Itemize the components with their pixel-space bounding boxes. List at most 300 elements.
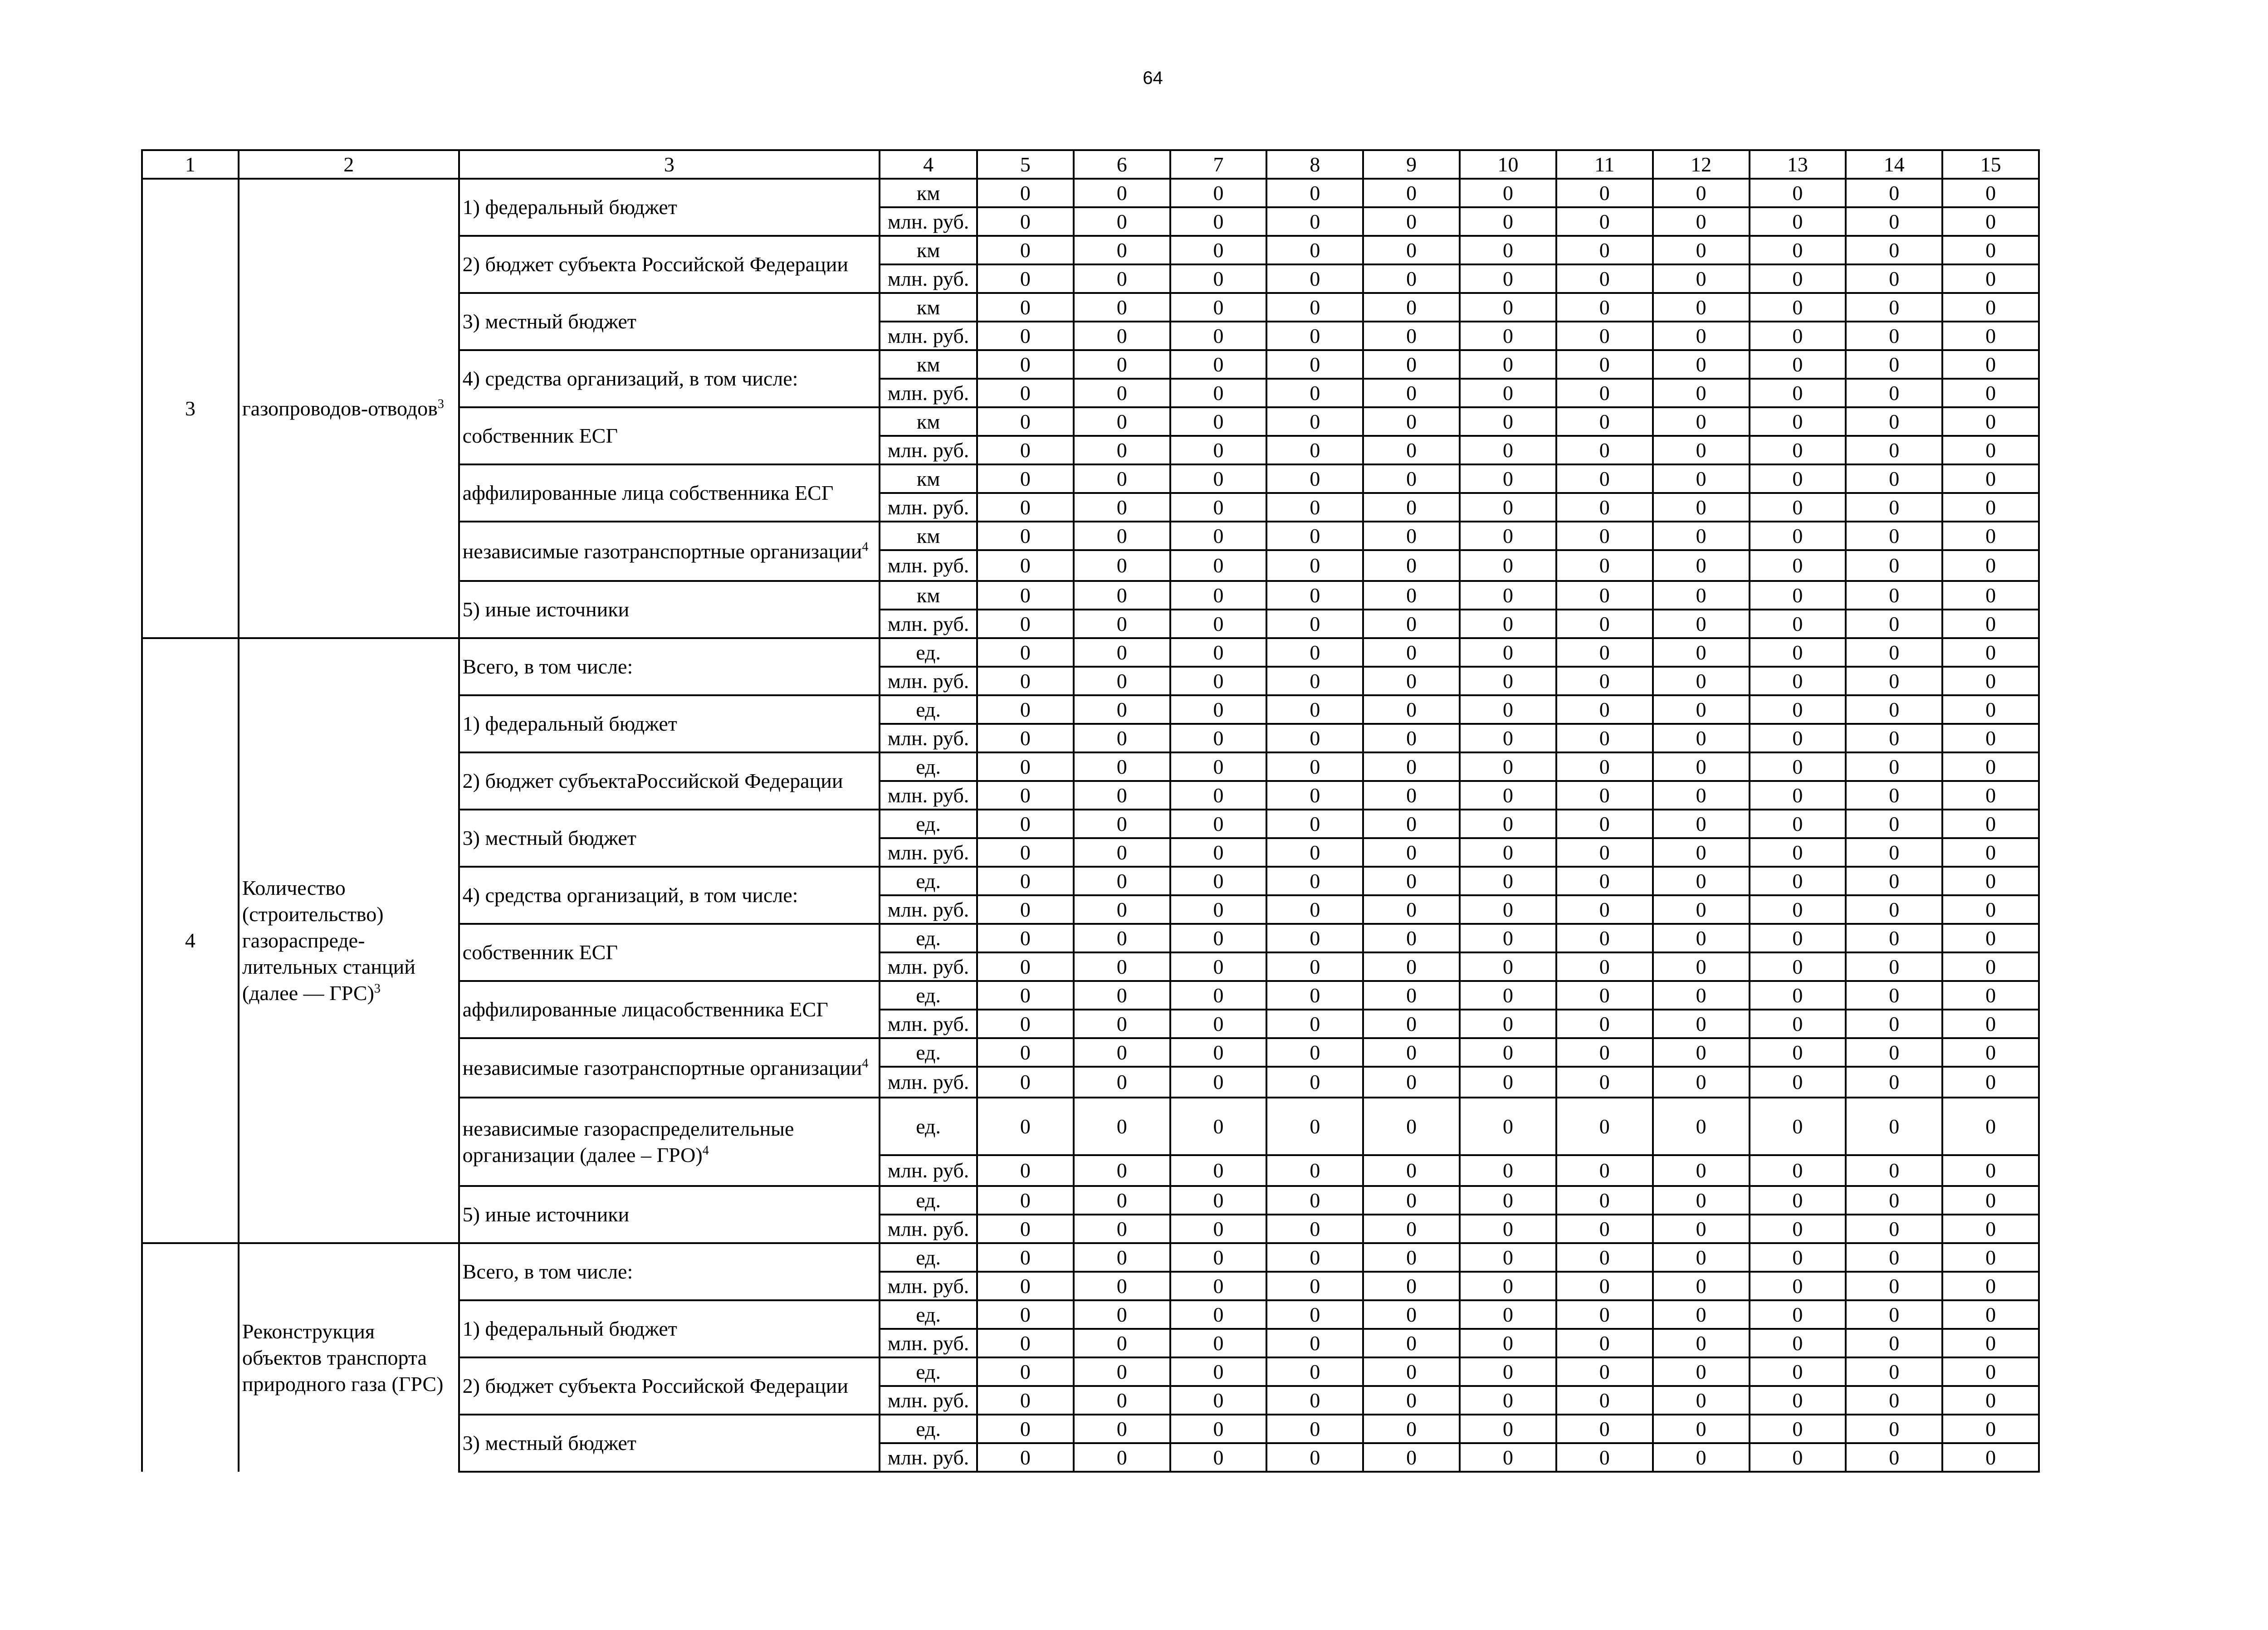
value-cell: 0 [1556, 1098, 1653, 1155]
value-cell: 0 [1653, 867, 1750, 895]
value-cell: 0 [1266, 1443, 1363, 1472]
value-cell: 0 [1363, 895, 1460, 924]
column-header-3: 3 [459, 150, 880, 179]
value-cell: 0 [977, 638, 1074, 667]
value-cell: 0 [1363, 638, 1460, 667]
value-cell: 0 [1942, 838, 2039, 867]
value-cell: 0 [1942, 1357, 2039, 1386]
value-cell: 0 [1846, 1186, 1942, 1215]
value-cell: 0 [1266, 1272, 1363, 1300]
value-cell: 0 [1556, 810, 1653, 838]
value-cell: 0 [1846, 867, 1942, 895]
value-cell: 0 [1170, 1010, 1267, 1038]
value-cell: 0 [1074, 1386, 1170, 1415]
table-row [142, 638, 2039, 667]
value-cell: 0 [1170, 610, 1267, 638]
value-cell: 0 [1942, 207, 2039, 236]
funding-source: независимые газораспределительные организации (далее – ГРО)$^4$ [459, 1098, 880, 1186]
value-cell: 0 [1363, 610, 1460, 638]
value-cell: 0 [1170, 464, 1267, 493]
value-cell: 0 [1942, 610, 2039, 638]
unit-cell: млн. руб. [880, 1329, 977, 1357]
value-cell: 0 [1170, 379, 1267, 407]
unit-cell: млн. руб. [880, 264, 977, 293]
value-cell: 0 [1170, 1443, 1267, 1472]
value-cell: 0 [1750, 436, 1846, 464]
value-cell: 0 [1170, 407, 1267, 436]
value-cell: 0 [1460, 1186, 1556, 1215]
unit-cell: млн. руб. [880, 724, 977, 752]
value-cell: 0 [1556, 781, 1653, 810]
value-cell: 0 [1846, 522, 1942, 550]
value-cell: 0 [1170, 522, 1267, 550]
value-cell: 0 [1363, 1186, 1460, 1215]
value-cell: 0 [1460, 1215, 1556, 1243]
section-number [142, 1243, 239, 1472]
value-cell: 0 [1363, 1243, 1460, 1272]
value-cell: 0 [1750, 1272, 1846, 1300]
value-cell: 0 [1750, 895, 1846, 924]
value-cell: 0 [1460, 981, 1556, 1010]
value-cell: 0 [1266, 493, 1363, 522]
value-cell: 0 [1653, 781, 1750, 810]
value-cell: 0 [1750, 610, 1846, 638]
value-cell: 0 [1942, 867, 2039, 895]
source-footnote-mark: 4 [702, 1143, 709, 1158]
value-cell: 0 [1460, 322, 1556, 350]
value-cell: 0 [1556, 724, 1653, 752]
value-cell: 0 [977, 293, 1074, 322]
column-header-6: 6 [1074, 150, 1170, 179]
funding-source: аффилированные лица собственника ЕСГ [459, 464, 880, 522]
value-cell: 0 [1363, 952, 1460, 981]
value-cell: 0 [1942, 667, 2039, 695]
value-cell: 0 [1460, 924, 1556, 952]
value-cell: 0 [1170, 1272, 1267, 1300]
value-cell: 0 [1750, 1010, 1846, 1038]
unit-cell: ед. [880, 695, 977, 724]
value-cell: 0 [1750, 724, 1846, 752]
value-cell: 0 [1460, 522, 1556, 550]
value-cell: 0 [1556, 895, 1653, 924]
value-cell: 0 [1750, 1415, 1846, 1443]
funding-source: собственник ЕСГ [459, 407, 880, 464]
funding-source: Всего, в том числе: [459, 638, 880, 695]
value-cell: 0 [977, 322, 1074, 350]
value-cell: 0 [977, 522, 1074, 550]
value-cell: 0 [1460, 695, 1556, 724]
value-cell: 0 [1846, 1443, 1942, 1472]
value-cell: 0 [1074, 436, 1170, 464]
section-name: газопроводов-отводов$^3$ [239, 179, 459, 638]
value-cell: 0 [1653, 1038, 1750, 1067]
value-cell: 0 [1556, 981, 1653, 1010]
value-cell: 0 [1170, 493, 1267, 522]
value-cell: 0 [977, 924, 1074, 952]
value-cell: 0 [1653, 638, 1750, 667]
value-cell: 0 [1750, 322, 1846, 350]
value-cell: 0 [1170, 1038, 1267, 1067]
value-cell: 0 [977, 1272, 1074, 1300]
funding-source: собственник ЕСГ [459, 924, 880, 981]
funding-source: 3) местный бюджет [459, 810, 880, 867]
value-cell: 0 [1556, 322, 1653, 350]
unit-cell: ед. [880, 1300, 977, 1329]
value-cell: 0 [1074, 464, 1170, 493]
value-cell: 0 [977, 895, 1074, 924]
value-cell: 0 [1170, 1243, 1267, 1272]
value-cell: 0 [1653, 293, 1750, 322]
value-cell: 0 [1750, 407, 1846, 436]
value-cell: 0 [1942, 581, 2039, 610]
value-cell: 0 [1460, 493, 1556, 522]
funding-source: 2) бюджет субъектаРоссийской Федерации [459, 752, 880, 810]
value-cell: 0 [1074, 179, 1170, 207]
value-cell: 0 [1942, 464, 2039, 493]
value-cell: 0 [1074, 952, 1170, 981]
value-cell: 0 [1556, 1155, 1653, 1186]
unit-cell: ед. [880, 810, 977, 838]
value-cell: 0 [1846, 667, 1942, 695]
value-cell: 0 [1653, 581, 1750, 610]
value-cell: 0 [1363, 493, 1460, 522]
value-cell: 0 [1266, 236, 1363, 264]
unit-cell: ед. [880, 752, 977, 781]
value-cell: 0 [1460, 1243, 1556, 1272]
value-cell: 0 [1266, 1243, 1363, 1272]
value-cell: 0 [1460, 1443, 1556, 1472]
value-cell: 0 [1266, 207, 1363, 236]
value-cell: 0 [1846, 981, 1942, 1010]
value-cell: 0 [1556, 1186, 1653, 1215]
value-cell: 0 [1266, 724, 1363, 752]
value-cell: 0 [1653, 436, 1750, 464]
value-cell: 0 [1556, 550, 1653, 581]
column-header-14: 14 [1846, 150, 1942, 179]
value-cell: 0 [1266, 522, 1363, 550]
value-cell: 0 [1846, 436, 1942, 464]
value-cell: 0 [1846, 895, 1942, 924]
value-cell: 0 [1846, 550, 1942, 581]
value-cell: 0 [1074, 838, 1170, 867]
value-cell: 0 [1460, 724, 1556, 752]
value-cell: 0 [1170, 581, 1267, 610]
funding-source: 3) местный бюджет [459, 293, 880, 350]
value-cell: 0 [1556, 207, 1653, 236]
value-cell: 0 [1074, 810, 1170, 838]
value-cell: 0 [1363, 407, 1460, 436]
value-cell: 0 [1750, 952, 1846, 981]
value-cell: 0 [1846, 952, 1942, 981]
value-cell: 0 [1363, 550, 1460, 581]
value-cell: 0 [1074, 550, 1170, 581]
value-cell: 0 [1170, 781, 1267, 810]
unit-cell: ед. [880, 924, 977, 952]
value-cell: 0 [1170, 1186, 1267, 1215]
value-cell: 0 [1363, 1010, 1460, 1038]
value-cell: 0 [1750, 1186, 1846, 1215]
value-cell: 0 [1363, 1098, 1460, 1155]
value-cell: 0 [1846, 350, 1942, 379]
value-cell: 0 [1266, 1038, 1363, 1067]
value-cell: 0 [1942, 895, 2039, 924]
value-cell: 0 [977, 236, 1074, 264]
value-cell: 0 [1363, 1443, 1460, 1472]
value-cell: 0 [1363, 1155, 1460, 1186]
value-cell: 0 [1750, 752, 1846, 781]
value-cell: 0 [1460, 1067, 1556, 1098]
value-cell: 0 [1460, 781, 1556, 810]
value-cell: 0 [1556, 1300, 1653, 1329]
column-header-5: 5 [977, 150, 1074, 179]
unit-cell: млн. руб. [880, 1215, 977, 1243]
value-cell: 0 [1460, 407, 1556, 436]
value-cell: 0 [1460, 638, 1556, 667]
value-cell: 0 [1846, 379, 1942, 407]
value-cell: 0 [1266, 1067, 1363, 1098]
value-cell: 0 [1363, 1215, 1460, 1243]
unit-cell: ед. [880, 1186, 977, 1215]
value-cell: 0 [1170, 1357, 1267, 1386]
value-cell: 0 [1460, 236, 1556, 264]
value-cell: 0 [1653, 1098, 1750, 1155]
value-cell: 0 [1653, 810, 1750, 838]
value-cell: 0 [1460, 1357, 1556, 1386]
funding-source: 3) местный бюджет [459, 1415, 880, 1472]
value-cell: 0 [1556, 1443, 1653, 1472]
section-name: Реконструкция объектов транспорта природного газа (ГРС) [239, 1243, 459, 1472]
value-cell: 0 [1653, 1272, 1750, 1300]
value-cell: 0 [1460, 293, 1556, 322]
value-cell: 0 [1750, 550, 1846, 581]
value-cell: 0 [1846, 407, 1942, 436]
value-cell: 0 [1460, 1155, 1556, 1186]
column-header-13: 13 [1750, 150, 1846, 179]
value-cell: 0 [1460, 810, 1556, 838]
value-cell: 0 [1653, 522, 1750, 550]
value-cell: 0 [1170, 1386, 1267, 1415]
value-cell: 0 [1750, 1357, 1846, 1386]
value-cell: 0 [1363, 464, 1460, 493]
value-cell: 0 [1846, 1243, 1942, 1272]
value-cell: 0 [1846, 752, 1942, 781]
value-cell: 0 [1556, 264, 1653, 293]
value-cell: 0 [1846, 1415, 1942, 1443]
value-cell: 0 [1942, 179, 2039, 207]
value-cell: 0 [977, 581, 1074, 610]
value-cell: 0 [1942, 1443, 2039, 1472]
value-cell: 0 [1750, 1215, 1846, 1243]
value-cell: 0 [1942, 550, 2039, 581]
value-cell: 0 [1653, 407, 1750, 436]
value-cell: 0 [1266, 838, 1363, 867]
value-cell: 0 [1074, 379, 1170, 407]
value-cell: 0 [1460, 207, 1556, 236]
source-footnote-mark: 4 [862, 1056, 869, 1071]
value-cell: 0 [1846, 924, 1942, 952]
value-cell: 0 [1074, 1215, 1170, 1243]
value-cell: 0 [977, 1329, 1074, 1357]
value-cell: 0 [977, 781, 1074, 810]
unit-cell: км [880, 236, 977, 264]
value-cell: 0 [1750, 493, 1846, 522]
value-cell: 0 [1074, 1098, 1170, 1155]
value-cell: 0 [1653, 179, 1750, 207]
value-cell: 0 [1266, 379, 1363, 407]
value-cell: 0 [1460, 667, 1556, 695]
value-cell: 0 [977, 264, 1074, 293]
value-cell: 0 [1556, 407, 1653, 436]
value-cell: 0 [1363, 436, 1460, 464]
value-cell: 0 [1363, 1300, 1460, 1329]
value-cell: 0 [1653, 550, 1750, 581]
value-cell: 0 [1942, 724, 2039, 752]
value-cell: 0 [1170, 1415, 1267, 1443]
value-cell: 0 [1653, 1215, 1750, 1243]
value-cell: 0 [1750, 236, 1846, 264]
value-cell: 0 [1074, 1357, 1170, 1386]
value-cell: 0 [1750, 264, 1846, 293]
value-cell: 0 [977, 379, 1074, 407]
value-cell: 0 [977, 1186, 1074, 1215]
value-cell: 0 [977, 550, 1074, 581]
value-cell: 0 [1846, 810, 1942, 838]
value-cell: 0 [1363, 293, 1460, 322]
value-cell: 0 [1750, 867, 1846, 895]
value-cell: 0 [1170, 1067, 1267, 1098]
value-cell: 0 [1074, 752, 1170, 781]
page-number: 64 [1143, 68, 1163, 88]
column-number-header [142, 150, 2039, 179]
unit-cell: млн. руб. [880, 207, 977, 236]
value-cell: 0 [1460, 464, 1556, 493]
value-cell: 0 [1266, 610, 1363, 638]
value-cell: 0 [1074, 1155, 1170, 1186]
value-cell: 0 [1556, 1243, 1653, 1272]
value-cell: 0 [1653, 322, 1750, 350]
value-cell: 0 [1942, 1300, 2039, 1329]
value-cell: 0 [1653, 1067, 1750, 1098]
section-number: 4 [142, 638, 239, 1243]
funding-source: 1) федеральный бюджет [459, 1300, 880, 1357]
value-cell: 0 [1750, 464, 1846, 493]
value-cell: 0 [1942, 981, 2039, 1010]
section-footnote-mark: 3 [374, 981, 381, 996]
value-cell: 0 [977, 724, 1074, 752]
value-cell: 0 [1266, 1186, 1363, 1215]
value-cell: 0 [1846, 207, 1942, 236]
value-cell: 0 [1170, 810, 1267, 838]
value-cell: 0 [1556, 1038, 1653, 1067]
value-cell: 0 [977, 867, 1074, 895]
value-cell: 0 [1750, 1243, 1846, 1272]
value-cell: 0 [1653, 264, 1750, 293]
value-cell: 0 [1750, 379, 1846, 407]
value-cell: 0 [1750, 695, 1846, 724]
value-cell: 0 [1363, 724, 1460, 752]
value-cell: 0 [1170, 436, 1267, 464]
value-cell: 0 [1074, 1300, 1170, 1329]
value-cell: 0 [1460, 610, 1556, 638]
value-cell: 0 [1750, 179, 1846, 207]
value-cell: 0 [1266, 179, 1363, 207]
value-cell: 0 [1846, 293, 1942, 322]
value-cell: 0 [1266, 895, 1363, 924]
value-cell: 0 [1556, 695, 1653, 724]
unit-cell: млн. руб. [880, 1272, 977, 1300]
unit-cell: ед. [880, 1098, 977, 1155]
value-cell: 0 [1460, 350, 1556, 379]
table-body [142, 179, 2039, 1472]
value-cell: 0 [1460, 838, 1556, 867]
value-cell: 0 [1266, 550, 1363, 581]
value-cell: 0 [1750, 207, 1846, 236]
value-cell: 0 [1750, 1386, 1846, 1415]
value-cell: 0 [1074, 522, 1170, 550]
investment-table [141, 149, 2040, 1473]
value-cell: 0 [1074, 1443, 1170, 1472]
value-cell: 0 [977, 1415, 1074, 1443]
value-cell: 0 [1942, 1272, 2039, 1300]
value-cell: 0 [1556, 924, 1653, 952]
value-cell: 0 [1074, 724, 1170, 752]
value-cell: 0 [1266, 924, 1363, 952]
value-cell: 0 [1653, 838, 1750, 867]
value-cell: 0 [1266, 781, 1363, 810]
value-cell: 0 [1846, 236, 1942, 264]
column-header-1: 1 [142, 150, 239, 179]
value-cell: 0 [1074, 1415, 1170, 1443]
value-cell: 0 [1363, 1272, 1460, 1300]
value-cell: 0 [1074, 610, 1170, 638]
value-cell: 0 [1556, 350, 1653, 379]
value-cell: 0 [1942, 1038, 2039, 1067]
value-cell: 0 [1942, 264, 2039, 293]
value-cell: 0 [977, 436, 1074, 464]
value-cell: 0 [1460, 1038, 1556, 1067]
value-cell: 0 [1266, 264, 1363, 293]
value-cell: 0 [977, 1038, 1074, 1067]
value-cell: 0 [1750, 981, 1846, 1010]
unit-cell: млн. руб. [880, 1443, 977, 1472]
value-cell: 0 [1942, 1155, 2039, 1186]
unit-cell: км [880, 407, 977, 436]
value-cell: 0 [1556, 236, 1653, 264]
value-cell: 0 [1942, 638, 2039, 667]
value-cell: 0 [977, 1243, 1074, 1272]
value-cell: 0 [1846, 493, 1942, 522]
unit-cell: млн. руб. [880, 610, 977, 638]
value-cell: 0 [1942, 350, 2039, 379]
value-cell: 0 [1266, 322, 1363, 350]
unit-cell: млн. руб. [880, 322, 977, 350]
funding-source: 5) иные источники [459, 581, 880, 638]
value-cell: 0 [1942, 752, 2039, 781]
value-cell: 0 [1460, 752, 1556, 781]
unit-cell: ед. [880, 981, 977, 1010]
value-cell: 0 [1074, 264, 1170, 293]
value-cell: 0 [1942, 407, 2039, 436]
value-cell: 0 [1460, 895, 1556, 924]
value-cell: 0 [1556, 379, 1653, 407]
unit-cell: млн. руб. [880, 838, 977, 867]
value-cell: 0 [1460, 1415, 1556, 1443]
value-cell: 0 [977, 752, 1074, 781]
value-cell: 0 [1074, 867, 1170, 895]
value-cell: 0 [1653, 1386, 1750, 1415]
value-cell: 0 [977, 667, 1074, 695]
value-cell: 0 [1266, 1357, 1363, 1386]
